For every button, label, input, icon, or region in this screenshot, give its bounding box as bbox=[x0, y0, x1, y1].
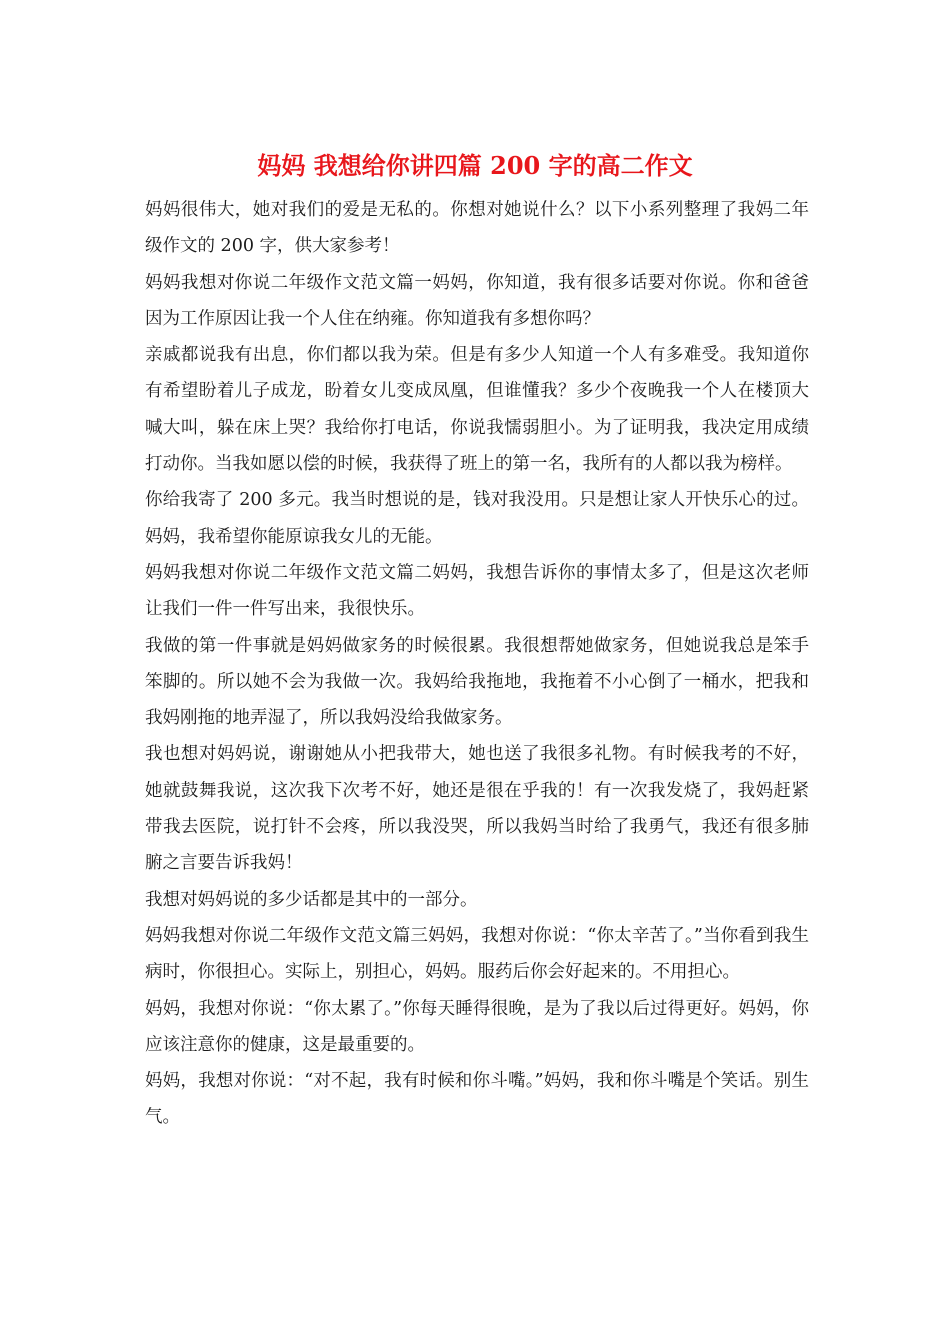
document-title: 妈妈 我想给你讲四篇 200 字的高二作文 bbox=[257, 151, 693, 180]
paragraph-2: 妈妈我想对你说二年级作文范文篇一妈妈，你知道，我有很多话要对你说。你和爸爸因为工作原因让我一个人住在纳雍。你知道我有多想你吗？ bbox=[145, 272, 809, 329]
paragraph-5: 妈妈我想对你说二年级作文范文篇二妈妈，我想告诉你的事情太多了，但是这次老师让我们一件一件写出来，我很快乐。 bbox=[145, 562, 809, 620]
paragraph-7: 我也想对妈妈说，谢谢她从小把我带大，她也送了我很多礼物。有时候我考的不好，她就鼓舞我说，这次我下次考不好，她还是很在乎我的！有一次我发烧了，我妈赶紧带我去医院，说打针不会疼，所以我没哭，所以我妈当时给了我勇气，我还有很多肺腑之言要告诉我妈！ bbox=[145, 744, 809, 874]
document-body bbox=[145, 192, 809, 1136]
paragraph-10: 妈妈，我想对你说：“你太累了。”你每天睡得很晚，是为了我以后过得更好。妈妈，你应该注意你的健康，这是最重要的。 bbox=[145, 998, 809, 1055]
paragraph-9: 妈妈我想对你说二年级作文范文篇三妈妈，我想对你说：“你太辛苦了。”当你看到我生病时，你很担心。实际上，别担心，妈妈。服药后你会好起来的。不用担心。 bbox=[145, 925, 809, 983]
paragraph-3: 亲戚都说我有出息，你们都以我为荣。但是有多少人知道一个人有多难受。我知道你有希望盼着儿子成龙，盼着女儿变成凤凰，但谁懂我？多少个夜晚我一个人在楼顶大喊大叫，躲在床上哭？我给你打电话，你说我懦弱胆小。为了证明我，我决定用成绩打动你。当我如愿以偿的时候，我获得了班上的第一名，我所有的人都以我为榜样。 bbox=[145, 345, 809, 475]
paragraph-4: 你给我寄了 200 多元。我当时想说的是，钱对我没用。只是想让家人开快乐心的过。妈妈，我希望你能原谅我女儿的无能。 bbox=[145, 490, 809, 547]
paragraph-8: 我想对妈妈说的多少话都是其中的一部分。 bbox=[145, 889, 478, 910]
paragraph-11: 妈妈，我想对你说：“对不起，我有时候和你斗嘴。”妈妈，我和你斗嘴是个笑话。别生气。 bbox=[145, 1071, 809, 1128]
paragraph-6: 我做的第一件事就是妈妈做家务的时候很累。我很想帮她做家务，但她说我总是笨手笨脚的。所以她不会为我做一次。我妈给我拖地，我拖着不小心倒了一桶水，把我和我妈刚拖的地弄湿了，所以我妈没给我做家务。 bbox=[145, 635, 809, 729]
paragraph-1: 妈妈很伟大，她对我们的爱是无私的。你想对她说什么？以下小系列整理了我妈二年级作文的 200 字，供大家参考！ bbox=[145, 200, 809, 257]
